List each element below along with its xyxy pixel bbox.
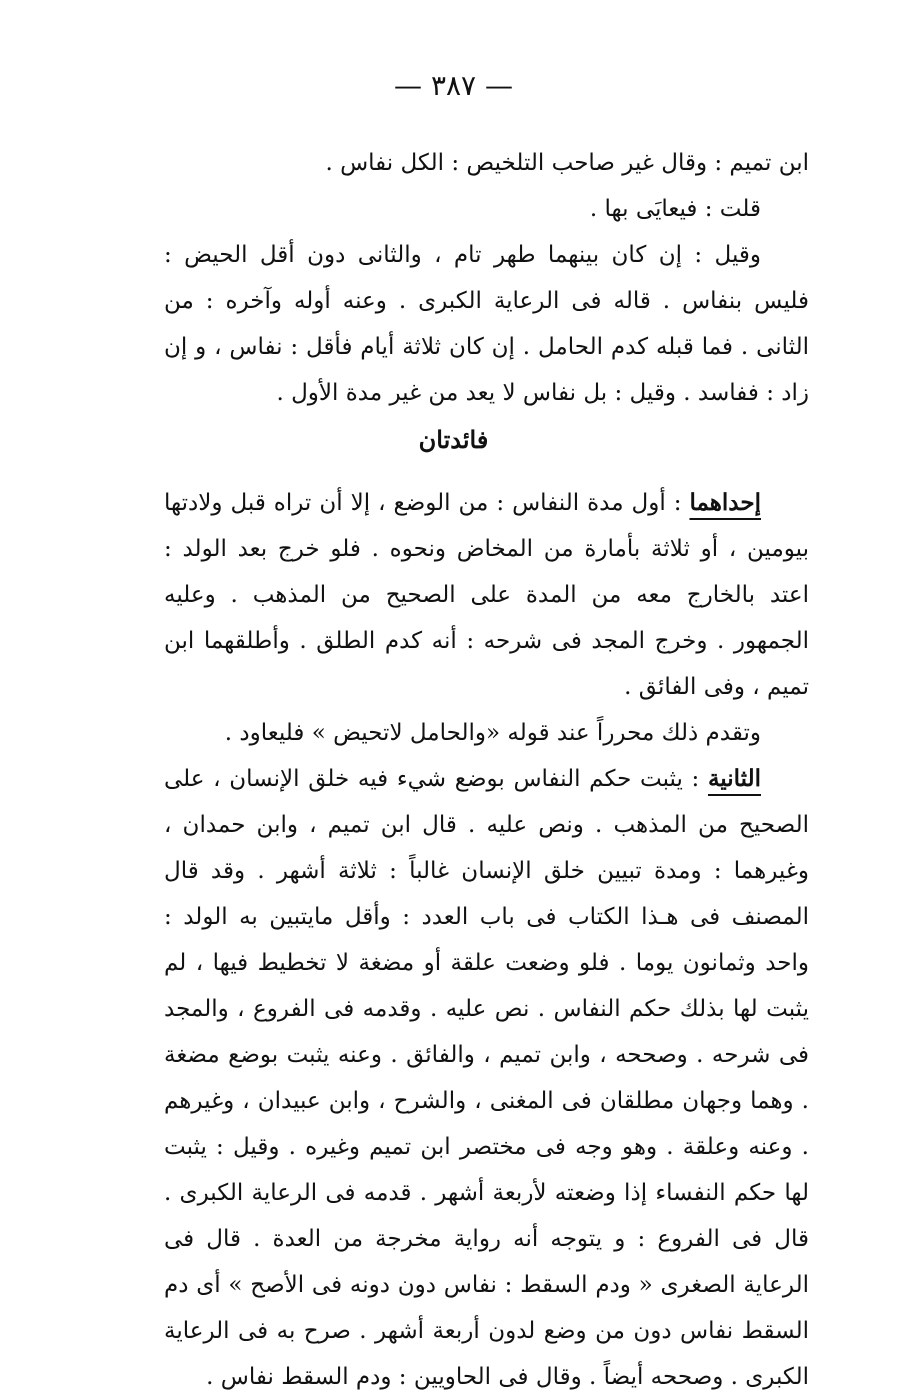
second-point xyxy=(164,756,809,1400)
top-text-block xyxy=(164,140,809,416)
paragraph-2: قلت : فيعايَى بها . xyxy=(589,196,761,222)
page-number: — ٣٨٧ — xyxy=(394,69,513,102)
first-point xyxy=(164,480,809,710)
paragraph-1: ابن تميم : وقال غير صاحب التلخيص : الكل نفاس . xyxy=(325,150,809,176)
section-title: فائدتان xyxy=(418,425,489,454)
first-point-text: : أول مدة النفاس : من الوضع ، إلا أن تراه قبل ولادتها بيومين ، أو ثلاثة بأمارة من المخاض ونحوه . فلو خرج بعد الولد : اعتد بالخارج معه من المدة على الصحيح من المذهب . وعليه الجمهور . وخرج المجد فى شرحه : أنه كدم الطلق . وأطلقهما ابن تميم ، وفى الفائق . xyxy=(164,490,809,700)
first-point-note: وتقدم ذلك محرراً عند قوله «والحامل لاتحيض » فليعاود . xyxy=(224,720,761,746)
main-text-block xyxy=(164,480,809,1400)
second-point-lead: الثانية xyxy=(707,765,761,792)
second-point-text: : يثبت حكم النفاس بوضع شيء فيه خلق الإنسان ، على الصحيح من المذهب . ونص عليه . قال ابن تميم ، وابن حمدان ، وغيرهما : ومدة تبيين خلق الإنسان غالباً : ثلاثة أشهر . وقد قال المصنف فى هـذا الكتاب فى باب العدد : وأقل مايتبين به الولد : واحد وثمانون يوما . فلو وضعت علقة أو مضغة لا تخطيط فيها ، لم يثبت لها بذلك حكم النفاس . نص عليه . وقدمه فى الفروع ، والمجد فى شرحه . وصححه ، وابن تميم ، والفائق . وعنه يثبت بوضع مضغة . وهما وجهان مطلقان فى المغنى ، والشرح ، وابن عبيدان ، وغيرهم . وعنه وعلقة . وهو وجه فى مختصر ابن تميم وغيره . وقيل : يثبت لها حكم النفساء إذا وضعته لأربعة أشهر . قدمه فى الرعاية الكبرى . قال فى الفروع : و يتوجه أنه رواية مخرجة من العدة . قال فى الرعاية الصغرى « ودم السقط : نفاس دون دونه فى الأصح » أى دم السقط نفاس دون من وضع لدون أربعة أشهر . صرح به فى الرعاية الكبرى . وصححه أيضاً . وقال فى الحاويين : ودم السقط نفاس . xyxy=(164,766,809,1390)
paragraph-3: وقيل : إن كان بينهما طهر تام ، والثانى دون أقل الحيض : فليس بنفاس . قاله فى الرعاية الكبرى . وعنه أوله وآخره : من الثانى . فما قبله كدم الحامل . إن كان ثلاثة أيام فأقل : نفاس ، و إن زاد : ففاسد . وقيل : بل نفاس لا يعد من غير مدة الأول . xyxy=(164,242,809,406)
first-point-lead: إحداهما xyxy=(689,489,761,516)
